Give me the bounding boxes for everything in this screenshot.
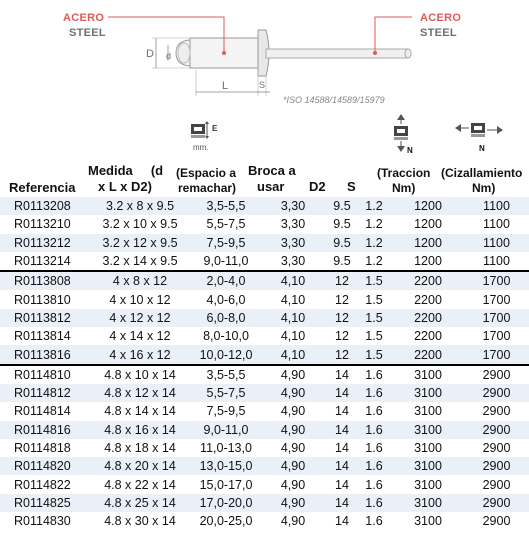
cell-broca: 4,90 <box>280 441 306 455</box>
shear-icon <box>455 118 505 158</box>
left-material-sublabel: STEEL <box>69 27 106 39</box>
cell-espacio: 9,0-11,0 <box>194 421 258 439</box>
cell-traccion: 3100 <box>392 457 464 475</box>
cell-medida: 4.8 x 18 x 14 <box>104 441 176 455</box>
header-espacio-line2: remachar) <box>178 181 237 195</box>
cell-medida: 4.8 x 16 x 14 <box>86 421 194 439</box>
right-material-sublabel: STEEL <box>420 27 457 39</box>
cell-ref: R0113810 <box>14 292 71 307</box>
cell-broca: 4,10 <box>280 292 306 307</box>
cell-d2: 12 <box>328 271 356 290</box>
cell-traccion: 1200 <box>392 234 464 252</box>
dimension-S: S <box>259 80 266 90</box>
right-material-label: ACERO <box>420 12 462 24</box>
header-espacio-line1: (Espacio a <box>176 166 237 180</box>
cell-cizalla: 2900 <box>482 404 511 419</box>
cell-espacio: 20,0-25,0 <box>199 514 253 529</box>
table-row <box>0 457 529 475</box>
header-medida-line1: Medida (d <box>88 163 164 178</box>
cell-ref: R0113210 <box>14 217 71 232</box>
cell-ref: R0113814 <box>14 329 71 344</box>
dimension-d: d <box>166 51 172 61</box>
cell-s: 1.2 <box>365 217 383 232</box>
cell-espacio: 15,0-17,0 <box>199 477 253 492</box>
header-cizalla-line2: Nm) <box>472 181 496 195</box>
cell-d2: 9.5 <box>333 217 351 232</box>
cell-espacio: 9,0-11,0 <box>203 254 249 269</box>
cell-d2: 14 <box>328 494 356 512</box>
table-row <box>0 345 529 364</box>
header-traccion-line1: (Traccion <box>377 166 431 180</box>
cell-broca: 4,10 <box>258 271 328 290</box>
cell-traccion: 1200 <box>414 254 442 269</box>
cell-ref: R0114812 <box>0 384 86 402</box>
dimension-L: L <box>222 80 229 92</box>
cell-espacio: 8,0-10,0 <box>203 329 249 344</box>
cell-traccion: 2200 <box>414 329 442 344</box>
cell-medida: 4 x 14 x 12 <box>109 329 171 344</box>
cell-espacio: 3,5-5,5 <box>194 365 258 384</box>
header-d2: D2 <box>309 179 326 194</box>
cell-traccion: 3100 <box>392 494 464 512</box>
cell-ref: R0114814 <box>14 404 71 419</box>
cell-medida: 4.8 x 12 x 14 <box>86 384 194 402</box>
header-traccion-line2: Nm) <box>392 181 416 195</box>
cell-d2: 9.5 <box>328 197 356 215</box>
cell-cizalla: 2900 <box>482 477 511 492</box>
table-row <box>0 252 529 271</box>
cell-medida: 4 x 16 x 12 <box>86 345 194 364</box>
cell-traccion: 3100 <box>414 477 442 492</box>
cell-traccion: 2200 <box>392 309 464 327</box>
cell-espacio: 5,5-7,5 <box>194 384 258 402</box>
cell-cizalla: 1700 <box>482 292 511 307</box>
cell-espacio: 6,0-8,0 <box>194 309 258 327</box>
cell-traccion: 1200 <box>414 217 442 232</box>
cell-d2: 14 <box>328 365 356 384</box>
cell-cizalla: 2900 <box>464 494 529 512</box>
cell-espacio: 13,0-15,0 <box>194 457 258 475</box>
cell-ref: R0113812 <box>0 309 86 327</box>
table-row <box>0 290 529 308</box>
cell-d2: 14 <box>328 421 356 439</box>
header-medida-line2: x L x D2) <box>98 179 152 194</box>
cell-cizalla: 2900 <box>482 441 511 455</box>
cell-s: 1.6 <box>365 514 383 529</box>
cell-d2: 9.5 <box>328 234 356 252</box>
cell-ref: R0113212 <box>0 234 86 252</box>
table-row <box>0 215 529 233</box>
cell-d2: 12 <box>335 292 349 307</box>
cell-ref: R0114818 <box>14 441 71 455</box>
cell-s: 1.6 <box>356 365 392 384</box>
cell-traccion: 3100 <box>392 365 464 384</box>
cell-s: 1.5 <box>365 329 383 344</box>
cell-medida: 3.2 x 10 x 9.5 <box>102 217 178 232</box>
table-row <box>0 365 529 384</box>
header-broca-line1: Broca a <box>248 163 296 178</box>
cell-traccion: 2200 <box>392 271 464 290</box>
cell-broca: 4,10 <box>280 329 306 344</box>
cell-d2: 9.5 <box>333 254 351 269</box>
cell-s: 1.6 <box>356 457 392 475</box>
cell-broca: 4,10 <box>258 345 328 364</box>
table-row <box>0 512 529 530</box>
icon-n1-label: N <box>407 146 413 155</box>
cell-broca: 4,90 <box>258 421 328 439</box>
cell-broca: 4,10 <box>258 309 328 327</box>
cell-medida: 4.8 x 14 x 14 <box>104 404 176 419</box>
cell-broca: 3,30 <box>258 197 328 215</box>
cell-espacio: 10,0-12,0 <box>194 345 258 364</box>
cell-traccion: 2200 <box>392 345 464 364</box>
cell-espacio: 11,0-13,0 <box>200 441 252 455</box>
table-row <box>0 234 529 252</box>
cell-cizalla: 1100 <box>483 217 510 232</box>
cell-cizalla: 2900 <box>464 384 529 402</box>
dimension-D: D <box>146 48 155 60</box>
cell-cizalla: 1700 <box>464 271 529 290</box>
cell-ref: R0114830 <box>14 514 71 529</box>
tensile-icon <box>390 114 420 158</box>
cell-s: 1.6 <box>365 404 383 419</box>
cell-d2: 14 <box>335 404 349 419</box>
cell-broca: 3,30 <box>258 234 328 252</box>
iso-note: *ISO 14588/14589/15979 <box>283 95 385 105</box>
cell-medida: 4 x 10 x 12 <box>109 292 171 307</box>
cell-medida: 4.8 x 30 x 14 <box>104 514 176 529</box>
cell-s: 1.5 <box>356 271 392 290</box>
table-row <box>0 421 529 439</box>
cell-ref: R0113214 <box>14 254 71 269</box>
cell-s: 1.5 <box>356 309 392 327</box>
cell-d2: 12 <box>328 345 356 364</box>
cell-traccion: 3100 <box>392 384 464 402</box>
cell-s: 1.5 <box>365 292 383 307</box>
header-broca-line2: usar <box>257 179 285 194</box>
cell-traccion: 2200 <box>414 292 442 307</box>
cell-cizalla: 1100 <box>483 254 510 269</box>
cell-traccion: 1200 <box>392 197 464 215</box>
header-referencia: Referencia <box>9 180 76 195</box>
table-row <box>0 309 529 327</box>
cell-espacio: 7,5-9,5 <box>194 234 258 252</box>
table-row <box>0 384 529 402</box>
table-row <box>0 475 529 493</box>
cell-ref: R0114822 <box>14 477 71 492</box>
cell-broca: 4,90 <box>280 404 306 419</box>
cell-traccion: 3100 <box>414 514 442 529</box>
table-row <box>0 327 529 345</box>
cell-medida: 4.8 x 10 x 14 <box>86 365 194 384</box>
cell-medida: 4.8 x 20 x 14 <box>86 457 194 475</box>
cell-d2: 12 <box>335 329 349 344</box>
icon-e-label: E <box>212 124 218 133</box>
cell-ref: R0114820 <box>0 457 86 475</box>
cell-ref: R0114816 <box>0 421 86 439</box>
cell-medida: 4 x 8 x 12 <box>86 271 194 290</box>
cell-s: 1.2 <box>365 254 383 269</box>
cell-s: 1.2 <box>356 234 392 252</box>
cell-medida: 4 x 12 x 12 <box>86 309 194 327</box>
cell-s: 1.6 <box>356 384 392 402</box>
cell-ref: R0113208 <box>0 197 86 215</box>
cell-ref: R0114825 <box>0 494 86 512</box>
table-body <box>0 197 529 530</box>
cell-medida: 3.2 x 14 x 9.5 <box>102 254 178 269</box>
cell-s: 1.6 <box>356 494 392 512</box>
cell-espacio: 17,0-20,0 <box>194 494 258 512</box>
cell-broca: 4,90 <box>258 384 328 402</box>
table-row <box>0 197 529 215</box>
cell-broca: 4,90 <box>258 365 328 384</box>
rivet-diagram <box>0 0 529 112</box>
cell-ref: R0114810 <box>0 365 86 384</box>
cell-d2: 14 <box>328 457 356 475</box>
cell-s: 1.6 <box>365 477 383 492</box>
table-row <box>0 402 529 420</box>
cell-medida: 3.2 x 12 x 9.5 <box>86 234 194 252</box>
cell-broca: 4,90 <box>280 477 306 492</box>
cell-medida: 4.8 x 22 x 14 <box>104 477 176 492</box>
cell-broca: 4,90 <box>258 457 328 475</box>
cell-cizalla: 1700 <box>482 329 511 344</box>
table-row <box>0 494 529 512</box>
cell-s: 1.6 <box>356 421 392 439</box>
cell-s: 1.5 <box>356 345 392 364</box>
cell-d2: 12 <box>328 309 356 327</box>
cell-medida: 3.2 x 8 x 9.5 <box>86 197 194 215</box>
cell-cizalla: 1700 <box>464 309 529 327</box>
cell-d2: 14 <box>335 441 349 455</box>
cell-ref: R0113816 <box>0 345 86 364</box>
cell-cizalla: 2900 <box>482 514 511 529</box>
cell-cizalla: 1100 <box>464 234 529 252</box>
cell-espacio: 2,0-4,0 <box>194 271 258 290</box>
cell-d2: 14 <box>328 384 356 402</box>
icon-unit-label: mm. <box>193 143 209 152</box>
cell-broca: 3,30 <box>280 217 306 232</box>
cell-espacio: 4,0-6,0 <box>206 292 246 307</box>
header-cizalla-line1: (Cizallamiento <box>441 166 523 180</box>
cell-traccion: 3100 <box>392 421 464 439</box>
cell-traccion: 3100 <box>414 404 442 419</box>
cell-broca: 4,90 <box>258 494 328 512</box>
cell-espacio: 5,5-7,5 <box>206 217 246 232</box>
cell-cizalla: 1700 <box>464 345 529 364</box>
left-material-label: ACERO <box>63 12 105 24</box>
cell-espacio: 3,5-5,5 <box>194 197 258 215</box>
cell-cizalla: 1100 <box>464 197 529 215</box>
grip-range-icon <box>186 118 226 156</box>
cell-s: 1.6 <box>365 441 383 455</box>
cell-cizalla: 2900 <box>464 421 529 439</box>
rivet-spec-table <box>0 197 529 530</box>
cell-broca: 3,30 <box>280 254 306 269</box>
cell-espacio: 7,5-9,5 <box>206 404 246 419</box>
cell-d2: 14 <box>335 514 349 529</box>
header-s: S <box>347 179 356 194</box>
cell-ref: R0113808 <box>0 271 86 290</box>
cell-cizalla: 2900 <box>464 457 529 475</box>
table-row <box>0 271 529 290</box>
cell-traccion: 3100 <box>414 441 442 455</box>
cell-medida: 4.8 x 25 x 14 <box>86 494 194 512</box>
table-row <box>0 439 529 457</box>
cell-broca: 4,90 <box>280 514 306 529</box>
icon-n2-label: N <box>479 144 485 153</box>
cell-d2: 14 <box>335 477 349 492</box>
cell-s: 1.2 <box>356 197 392 215</box>
cell-cizalla: 2900 <box>464 365 529 384</box>
